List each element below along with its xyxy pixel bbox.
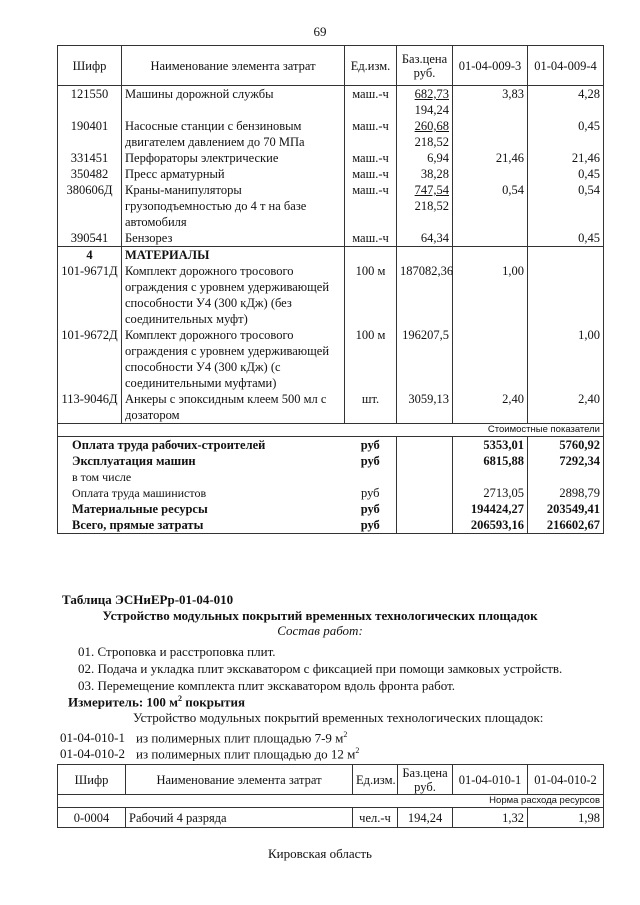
variant-text: из полимерных плит площадью до 12 м [136,746,356,762]
total-value-1: 2713,05 [453,485,528,501]
total-row [58,501,604,517]
row-value-2: 21,46 [528,150,604,166]
section-code: 4 [58,247,122,264]
table-header-row [58,765,604,795]
variant-code: 01-04-010-1 [60,730,125,746]
header-col-2: 01-04-010-2 [528,765,604,795]
row-value-1 [453,118,528,150]
row-value-1: 1,00 [453,263,528,327]
empty-cell [397,437,453,454]
empty-cell [397,485,453,501]
price-value: 64,34 [420,231,449,245]
meter-label [68,694,245,710]
price-value: 6,94 [427,151,449,165]
row-code: 190401 [58,118,122,150]
variant-text: из полимерных плит площадью 7-9 м [136,730,344,746]
works-title: Состав работ: [277,623,363,638]
total-value-1: 6815,88 [453,453,528,469]
table-row [58,166,604,182]
row-value-2: 1,98 [528,808,604,828]
total-unit: руб [345,517,397,534]
resource-table-01-04-010 [57,764,604,828]
row-value-1 [453,230,528,247]
row-unit: маш.-ч [345,166,397,182]
total-unit: руб [360,438,380,452]
row-price [397,230,453,247]
row-code: 331451 [58,150,122,166]
row-code: 0-0004 [58,808,126,828]
row-price: 187082,36 [397,263,453,327]
row-code: 101-9671Д [58,263,122,327]
table-row [58,182,604,230]
empty-cell [397,247,453,264]
row-name: Краны-манипуляторы грузоподъемностью до 4 т на базе автомобиля [122,182,345,230]
table-subtitle: Устройство модульных покрытий временных технологических площадок [102,608,538,623]
table-row [58,391,604,424]
meter-sup: 2 [178,694,183,703]
table-title: Таблица ЭСНиЕРр-01-04-010 [62,592,234,607]
row-unit: чел.-ч [353,808,398,828]
row-value-2: 0,54 [528,182,604,230]
price-value: 38,28 [420,167,449,181]
total-unit [345,469,397,485]
total-value-1: 194424,27 [453,501,528,517]
row-value-1: 2,40 [453,391,528,424]
meter-rest: покрытия [182,694,246,710]
header-col-1: 01-04-010-1 [453,765,528,795]
row-value-2: 0,45 [528,230,604,247]
variant-sup: 2 [355,746,360,755]
empty-cell [397,501,453,517]
row-name: Машины дорожной службы [122,86,345,119]
total-value-2: 203549,41 [528,501,604,517]
total-row [58,453,604,469]
price-value: 260,68 [414,119,449,133]
header-col-1: 01-04-009-3 [453,46,528,86]
row-name: Рабочий 4 разряда [126,808,353,828]
row-price: 196207,5 [397,327,453,391]
row-unit: маш.-ч [345,118,397,150]
row-value-2 [528,263,604,327]
header-price: Баз.цена руб. [398,765,453,795]
table-row [58,86,604,119]
row-name: Пресс арматурный [122,166,345,182]
row-name: Анкеры с эпоксидным клеем 500 мл с дозатором [122,391,345,424]
row-unit: маш.-ч [345,86,397,119]
row-code: 380606Д [58,182,122,230]
footer-region: Кировская область [267,846,372,861]
table-row [58,118,604,150]
empty-cell [397,517,453,534]
header-code: Шифр [58,46,122,86]
total-name: Эксплуатация машин [58,453,345,469]
row-unit: маш.-ч [345,230,397,247]
work-item: 01. Строповка и расстроповка плит. [78,644,276,659]
header-name: Наименование элемента затрат [122,46,345,86]
total-name: Оплата труда машинистов [58,485,345,501]
meter-text: Измеритель: 100 м [68,694,179,710]
variant-line [60,746,359,762]
total-value-2: 2898,79 [528,485,604,501]
total-row [58,517,604,534]
row-code: 350482 [58,166,122,182]
variant-code: 01-04-010-2 [60,746,125,762]
total-value-1: 5353,01 [453,437,528,454]
header-col-2: 01-04-009-4 [528,46,604,86]
norm-note: Норма расхода ресурсов [58,795,604,808]
row-code: 113-9046Д [58,391,122,424]
row-unit: 100 м [345,263,397,327]
variants-intro: Устройство модульных покрытий временных технологических площадок: [133,710,544,725]
row-value-1: 21,46 [453,150,528,166]
empty-cell [528,247,604,264]
price-value: 747,54 [414,183,449,197]
row-price: 194,24 [398,808,453,828]
header-name: Наименование элемента затрат [126,765,353,795]
header-code: Шифр [58,765,126,795]
total-value-2: 5760,92 [528,437,604,454]
price-secondary: 218,52 [414,199,449,213]
total-name: в том числе [58,469,345,485]
row-value-1: 1,32 [453,808,528,828]
work-item: 02. Подача и укладка плит экскаватором с фиксацией при помощи замковых устройств. [78,661,563,676]
row-value-2: 4,28 [528,86,604,119]
empty-cell [397,469,453,485]
table-header-row [58,46,604,86]
empty-cell [397,453,453,469]
total-unit: руб [360,502,380,516]
price-secondary: 194,24 [414,103,449,117]
row-value-1: 3,83 [453,86,528,119]
row-name: Комплект дорожного тросового ограждения с уровнем удерживающей способности У4 (300 кДж) (с соединительными муфтами) [122,327,345,391]
total-unit: руб [360,486,380,500]
row-price: 3059,13 [397,391,453,424]
row-value-2: 0,45 [528,118,604,150]
total-name: Всего, прямые затраты [58,517,345,534]
row-value-1 [453,166,528,182]
header-price: Баз.цена руб. [397,46,453,86]
variant-sup: 2 [343,730,348,739]
table-row [58,230,604,247]
row-code: 121550 [58,86,122,119]
norm-note-row [58,795,604,808]
row-name: Комплект дорожного тросового ограждения с уровнем удерживающей способности У4 (300 кДж) (без соединительных муфт) [122,263,345,327]
row-price [397,182,453,230]
total-row [58,437,604,454]
total-unit: руб [360,454,380,468]
total-value-1 [453,469,528,485]
table-row [58,808,604,828]
total-value-2: 7292,34 [528,453,604,469]
page-number: 69 [313,24,327,39]
total-row [58,469,604,485]
row-unit: маш.-ч [345,182,397,230]
header-unit: Ед.изм. [345,46,397,86]
work-item: 03. Перемещение комплекта плит экскаватором вдоль фронта работ. [78,678,456,693]
variant-line [60,730,347,746]
row-name: Перфораторы электрические [122,150,345,166]
row-value-2: 2,40 [528,391,604,424]
row-price [397,86,453,119]
cost-note-row [58,424,604,437]
cost-note: Стоимостные показатели [58,424,604,437]
empty-cell [453,247,528,264]
header-unit: Ед.изм. [353,765,398,795]
row-value-2: 1,00 [528,327,604,391]
total-row [58,485,604,501]
total-name: Оплата труда рабочих-строителей [58,437,345,454]
table-row [58,263,604,327]
cost-table-01-04-009 [57,45,604,534]
row-unit: шт. [345,391,397,424]
table-row [58,327,604,391]
row-unit: 100 м [345,327,397,391]
price-value: 682,73 [414,87,449,101]
row-name: Бензорез [122,230,345,247]
row-code: 101-9672Д [58,327,122,391]
row-code: 390541 [58,230,122,247]
total-value-1: 206593,16 [453,517,528,534]
row-price [397,118,453,150]
total-value-2: 216602,67 [528,517,604,534]
row-price [397,150,453,166]
row-value-1 [453,327,528,391]
row-value-2: 0,45 [528,166,604,182]
total-name: Материальные ресурсы [58,501,345,517]
row-unit: маш.-ч [345,150,397,166]
table-row [58,150,604,166]
total-value-2 [528,469,604,485]
row-value-1: 0,54 [453,182,528,230]
price-secondary: 218,52 [414,135,449,149]
empty-cell [345,247,397,264]
row-price [397,166,453,182]
section-row [58,247,604,264]
section-name: МАТЕРИАЛЫ [122,247,345,264]
row-name: Насосные станции с бензиновым двигателем давлением до 70 МПа [122,118,345,150]
